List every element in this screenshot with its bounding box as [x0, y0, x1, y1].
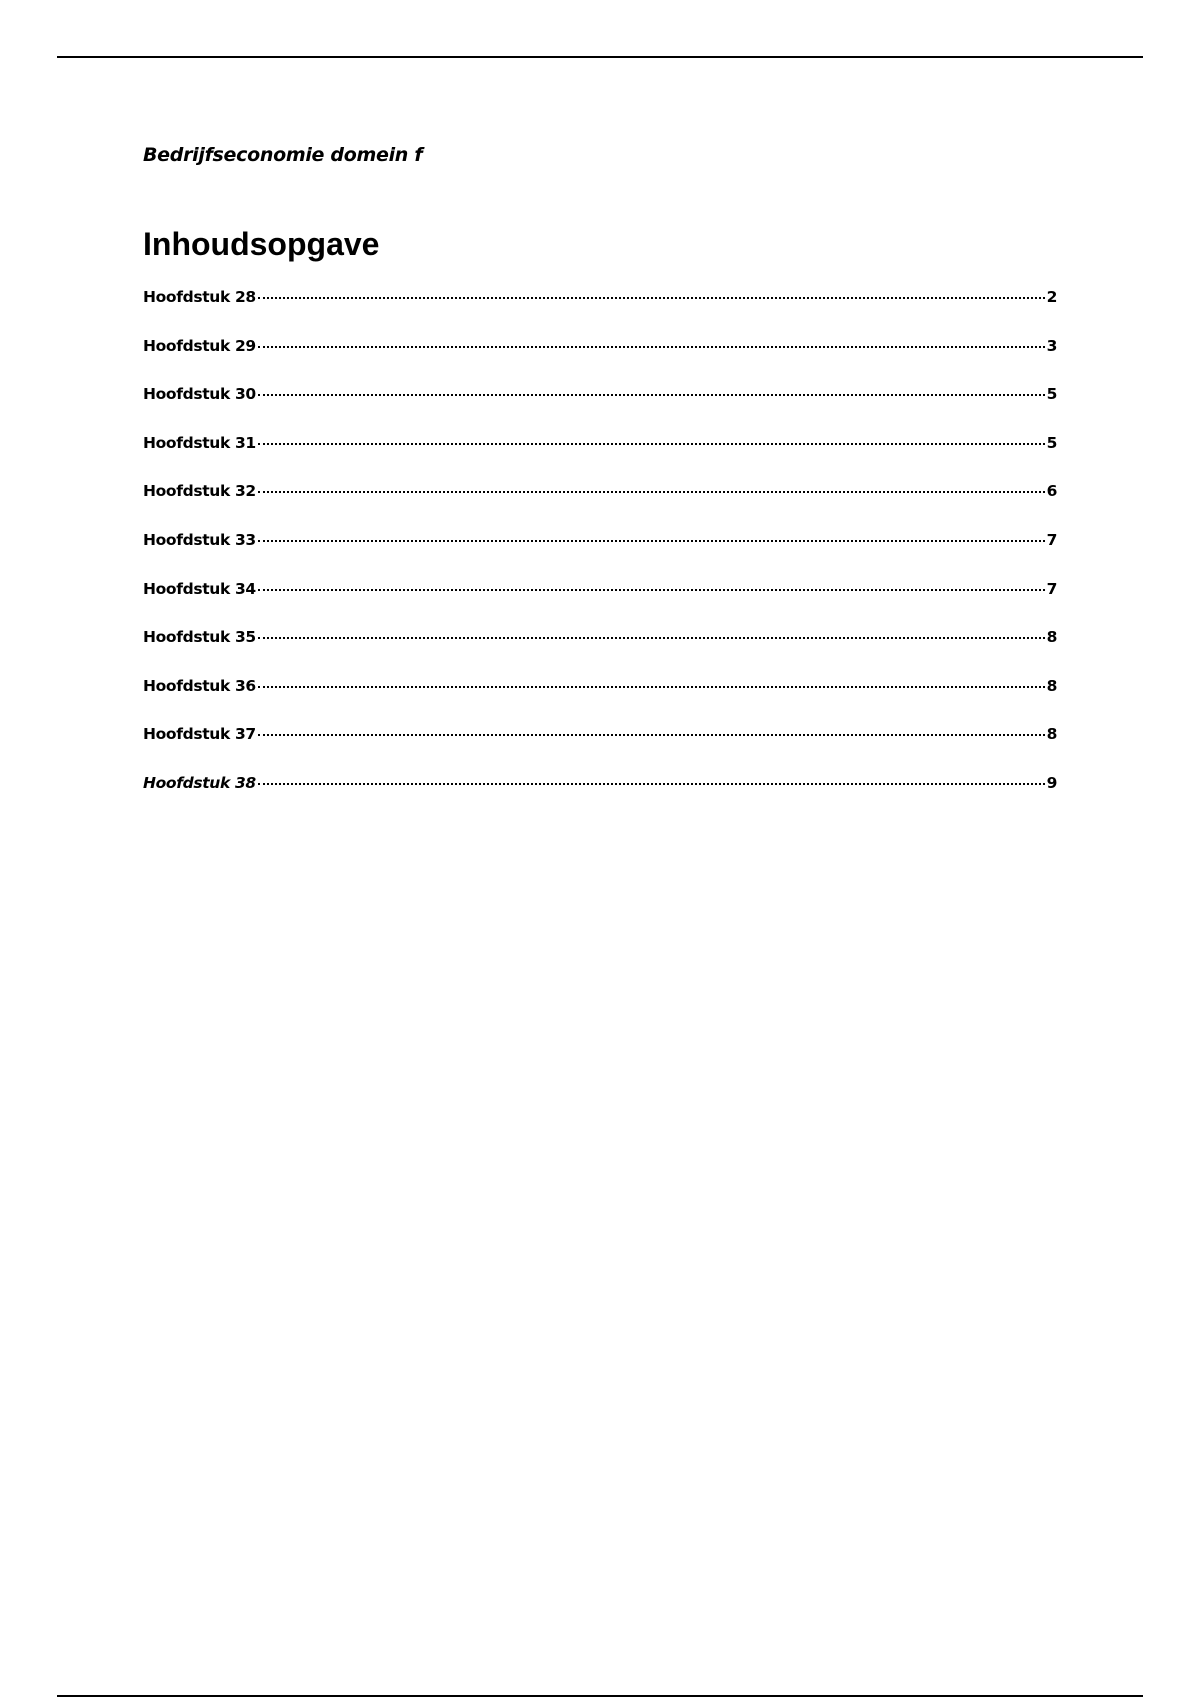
toc-entry-page: 7 [1046, 579, 1057, 598]
toc-leader-dots [258, 589, 1045, 591]
toc-entry-label: Hoofdstuk 28 [143, 288, 256, 306]
toc-leader-dots [258, 491, 1045, 493]
toc-entry-hoofdstuk-33[interactable] [143, 531, 1057, 580]
toc-entry-label: Hoofdstuk 35 [143, 628, 256, 647]
toc-entry-page: 7 [1046, 530, 1057, 549]
toc-entry-hoofdstuk-34[interactable] [143, 580, 1057, 629]
toc-entry-page: 3 [1046, 336, 1057, 355]
toc-entry-hoofdstuk-37[interactable] [143, 725, 1057, 774]
toc-entry-label: Hoofdstuk 38 [143, 773, 256, 792]
toc-entry-page: 2 [1046, 288, 1057, 306]
table-of-contents [143, 288, 1057, 823]
toc-leader-dots [258, 394, 1045, 396]
toc-entry-page: 5 [1046, 433, 1057, 452]
toc-entry-hoofdstuk-31[interactable] [143, 434, 1057, 483]
toc-leader-dots [258, 297, 1045, 299]
toc-leader-dots [258, 734, 1045, 736]
header-rule [57, 56, 1143, 58]
toc-entry-label: Hoofdstuk 29 [143, 336, 256, 355]
toc-entry-label: Hoofdstuk 36 [143, 676, 256, 695]
toc-leader-dots [258, 346, 1045, 348]
toc-entry-label: Hoofdstuk 37 [143, 725, 256, 744]
toc-entry-hoofdstuk-32[interactable] [143, 482, 1057, 531]
toc-heading: Inhoudsopgave [143, 226, 380, 262]
toc-entry-hoofdstuk-36[interactable] [143, 677, 1057, 726]
toc-leader-dots [258, 540, 1045, 542]
toc-entry-label: Hoofdstuk 30 [143, 385, 256, 404]
toc-entry-page: 9 [1046, 773, 1057, 792]
toc-entry-page: 6 [1046, 482, 1057, 501]
toc-leader-dots [258, 443, 1045, 445]
toc-entry-hoofdstuk-29[interactable] [143, 337, 1057, 386]
toc-entry-label: Hoofdstuk 31 [143, 433, 256, 452]
toc-entry-hoofdstuk-28[interactable] [143, 288, 1057, 337]
document-title: Bedrijfseconomie domein f [143, 144, 423, 166]
toc-entry-label: Hoofdstuk 32 [143, 482, 256, 501]
toc-entry-hoofdstuk-38[interactable] [143, 774, 1057, 823]
toc-entry-label: Hoofdstuk 33 [143, 530, 256, 549]
toc-leader-dots [258, 637, 1045, 639]
toc-entry-hoofdstuk-30[interactable] [143, 385, 1057, 434]
toc-entry-label: Hoofdstuk 34 [143, 579, 256, 598]
toc-leader-dots [258, 783, 1045, 785]
toc-entry-page: 8 [1046, 628, 1057, 647]
toc-entry-hoofdstuk-35[interactable] [143, 628, 1057, 677]
footer-rule [57, 1695, 1143, 1697]
toc-leader-dots [258, 686, 1045, 688]
toc-entry-page: 8 [1046, 725, 1057, 744]
toc-entry-page: 8 [1046, 676, 1057, 695]
toc-entry-page: 5 [1046, 385, 1057, 404]
